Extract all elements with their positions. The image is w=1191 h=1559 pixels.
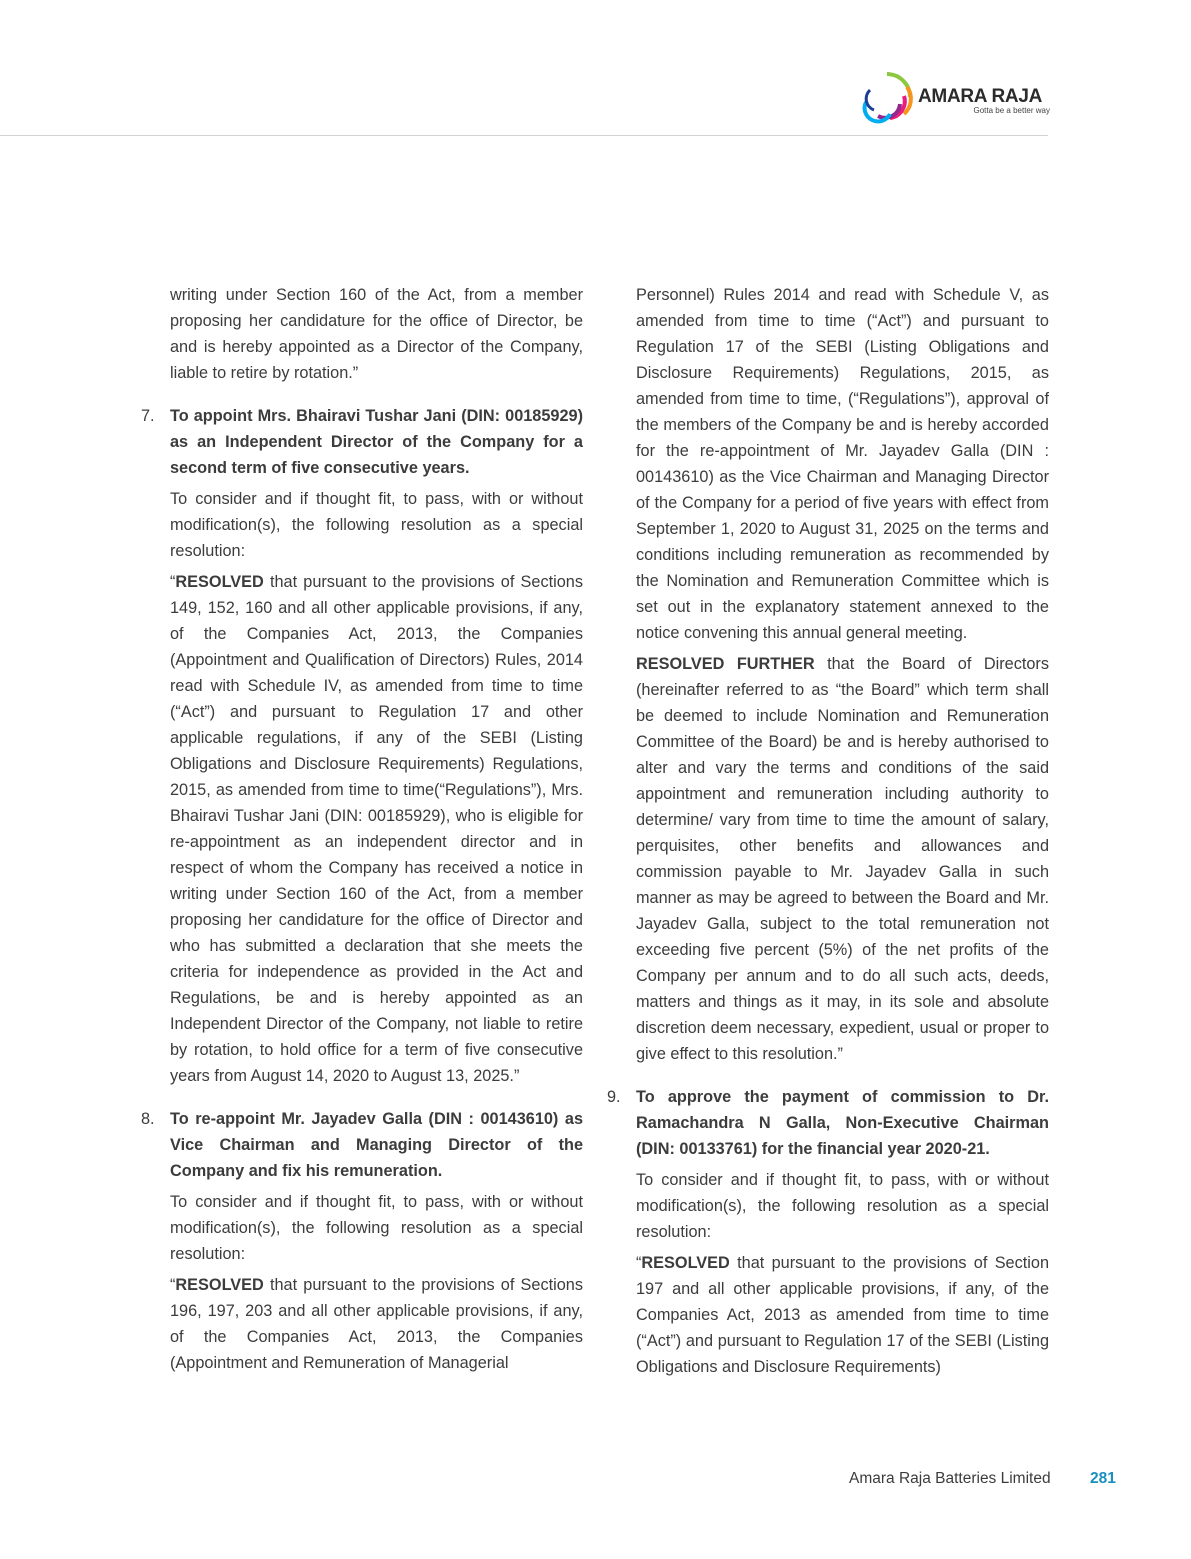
- resolved-keyword: RESOLVED: [175, 573, 264, 591]
- header-divider: [0, 135, 1048, 136]
- resolution-text: that the Board of Directors (hereinafter referred to as “the Board” which term shall be deemed to include Nomination and Remuneration Committee of the Board) be and is hereby authorised to alter and vary the terms and conditions of the said appointment and remuneration including authority to determine/ vary from time to time the amount of salary, perquisites, other benefits and allowances and commission payable to Mr. Jayadev Galla in such manner as may be agreed to between the Board and Mr. Jayadev Galla, subject to the total remuneration not exceeding five percent (5%) of the net profits of the Company per annum and to do all such acts, deeds, matters and things as it may, in its sole and absolute discretion deem necessary, expedient, usual or proper to give effect to this resolution.”: [636, 655, 1049, 1063]
- item-heading: To approve the payment of commission to Dr. Ramachandra N Galla, Non-Executive Chairman (DIN: 00133761) for the financial year 2020-21.: [636, 1088, 1049, 1158]
- resolution-paragraph: [170, 569, 583, 1089]
- resolution-text: that pursuant to the provisions of Sections 196, 197, 203 and all other applicable provisions, if any, of the Companies Act, 2013, the Companies (Appointment and Remuneration of Managerial: [170, 1276, 583, 1372]
- right-continuation-paragraph: Personnel) Rules 2014 and read with Schedule V, as amended from time to time (“Act”) and pursuant to Regulation 17 of the SEBI (Listing Obligations and Disclosure Requirements) Regulations, 2015, as amended from time to time, (“Regulations”), approval of the members of the Company be and is hereby accorded for the re-appointment of Mr. Jayadev Galla (DIN : 00143610) as the Vice Chairman and Managing Director of the Company for a period of five years with effect from September 1, 2020 to August 31, 2025 on the terms and conditions including remuneration as recommended by the Nomination and Remuneration Committee which is set out in the explanatory statement annexed to the notice convening this annual general meeting.: [636, 286, 1049, 642]
- left-continuation-paragraph: writing under Section 160 of the Act, from a member proposing her candidature for the office of Director, be and is hereby appointed as a Director of the Company, liable to retire by rotation.”: [170, 286, 583, 382]
- left-column: [141, 282, 583, 1381]
- brand-tagline: Gotta be a better way: [973, 106, 1050, 115]
- open-quote: “: [170, 573, 176, 591]
- footer-company-name: Amara Raja Batteries Limited: [849, 1470, 1051, 1487]
- item-heading: To re-appoint Mr. Jayadev Galla (DIN : 00143610) as Vice Chairman and Managing Director of the Company and fix his remuneration.: [170, 1110, 583, 1180]
- item-intro: To consider and if thought fit, to pass, with or without modification(s), the following resolution as a special resolution:: [170, 490, 583, 560]
- item-number: 7.: [141, 407, 155, 425]
- resolved-further-keyword: RESOLVED FURTHER: [636, 655, 815, 673]
- open-quote: “: [636, 1254, 642, 1272]
- resolution-paragraph: [636, 1250, 1049, 1380]
- item-number: 8.: [141, 1110, 155, 1128]
- resolution-text: that pursuant to the provisions of Sections 149, 152, 160 and all other applicable provisions, if any, of the Companies Act, 2013, the Companies (Appointment and Qualification of Directors) Rules, 2014 read with Schedule IV, as amended from time to time (“Act”) and pursuant to Regulation 17 and other applicable regulations, if any of the SEBI (Listing Obligations and Disclosure Requirements) Regulations, 2015, as amended from time to time(“Regulations”), Mrs. Bhairavi Tushar Jani (DIN: 00185929), who is eligible for re-appointment as an independent director and in respect of whom the Company has received a notice in writing under Section 160 of the Act, from a member proposing her candidature for the office of Director and who has submitted a declaration that she meets the criteria for independence as provided in the Act and Regulations, be and is hereby appointed as an Independent Director of the Company, not liable to retire by rotation, to hold office for a term of five consecutive years from August 14, 2020 to August 13, 2025.”: [170, 573, 583, 1085]
- brand-logo: [860, 70, 1050, 124]
- item-number: 9.: [607, 1088, 621, 1106]
- right-column: [607, 282, 1049, 1385]
- footer-page-number: 281: [1090, 1470, 1116, 1487]
- resolution-paragraph: [170, 1272, 583, 1376]
- brand-name: AMARA RAJA: [918, 86, 1043, 107]
- item-intro: To consider and if thought fit, to pass, with or without modification(s), the following resolution as a special resolution:: [636, 1171, 1049, 1241]
- item-7: [141, 403, 583, 1089]
- resolved-keyword: RESOLVED: [175, 1276, 264, 1294]
- open-quote: “: [170, 1276, 176, 1294]
- amara-raja-logo-swirl-icon: [860, 70, 914, 124]
- resolved-keyword: RESOLVED: [641, 1254, 730, 1272]
- item-heading: To appoint Mrs. Bhairavi Tushar Jani (DIN: 00185929) as an Independent Director of the Company for a second term of five consecutive years.: [170, 407, 583, 477]
- item-8: [141, 1106, 583, 1376]
- resolution-text: that pursuant to the provisions of Section 197 and all other applicable provisions, if any, of the Companies Act, 2013 as amended from time to time (“Act”) and pursuant to Regulation 17 of the SEBI (Listing Obligations and Disclosure Requirements): [636, 1254, 1049, 1376]
- item-intro: To consider and if thought fit, to pass, with or without modification(s), the following resolution as a special resolution:: [170, 1193, 583, 1263]
- item-9: [607, 1084, 1049, 1380]
- resolved-further-paragraph: [636, 651, 1049, 1067]
